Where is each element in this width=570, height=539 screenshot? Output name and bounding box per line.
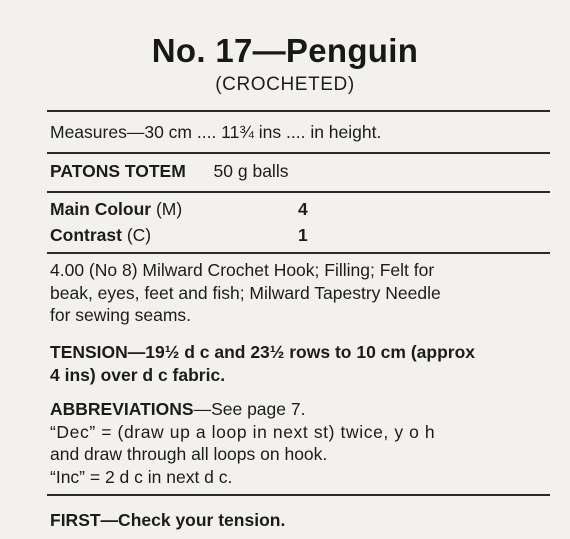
colour-label: Contrast (50, 225, 122, 245)
colour-row (50, 225, 151, 246)
colour-code: (C) (126, 225, 152, 245)
tension-line: 4 ins) over d c fabric. (50, 364, 226, 385)
abbreviations-heading-line (50, 398, 550, 421)
divider (47, 152, 550, 154)
yarn-balls: 50 g balls (213, 161, 289, 181)
divider (47, 110, 550, 112)
materials-line: 4.00 (No 8) Milward Crochet Hook; Filling; Felt for (50, 260, 435, 280)
tension-line: TENSION—19½ d c and 23½ rows to 10 cm (approx (50, 342, 475, 362)
colour-code: (M) (155, 199, 183, 219)
measures-text: Measures—30 cm .... 11¾ ins .... in height. (50, 122, 382, 142)
colour-label: Main Colour (50, 199, 152, 219)
pattern-title: No. 17—Penguin (151, 32, 419, 69)
abbreviations-heading: ABBREVIATIONS (50, 399, 194, 419)
dec-definition-line: “Dec” = (draw up a loop in next st) twice, y o h (50, 421, 436, 442)
first-instruction: FIRST—Check your tension. (50, 510, 286, 530)
materials-text (50, 259, 550, 327)
divider (47, 191, 550, 193)
abbreviations-reference: —See page 7. (193, 399, 306, 419)
materials-line: for sewing seams. (50, 305, 192, 325)
colour-quantity: 4 (298, 199, 308, 219)
divider (47, 494, 550, 496)
dec-definition-line: and draw through all loops on hook. (50, 444, 328, 464)
tension-text (50, 341, 550, 386)
inc-definition-line: “Inc” = 2 d c in next d c. (50, 466, 233, 487)
materials-line: beak, eyes, feet and fish; Milward Tapestry Needle (50, 282, 441, 303)
yarn-brand: PATONS TOTEM (50, 161, 186, 181)
yarn-line (50, 161, 288, 182)
colour-quantity: 1 (298, 225, 308, 245)
pattern-subtitle: (CROCHETED) (215, 74, 355, 95)
abbreviations-section (50, 398, 550, 488)
colour-row (50, 199, 182, 220)
divider (47, 252, 550, 254)
